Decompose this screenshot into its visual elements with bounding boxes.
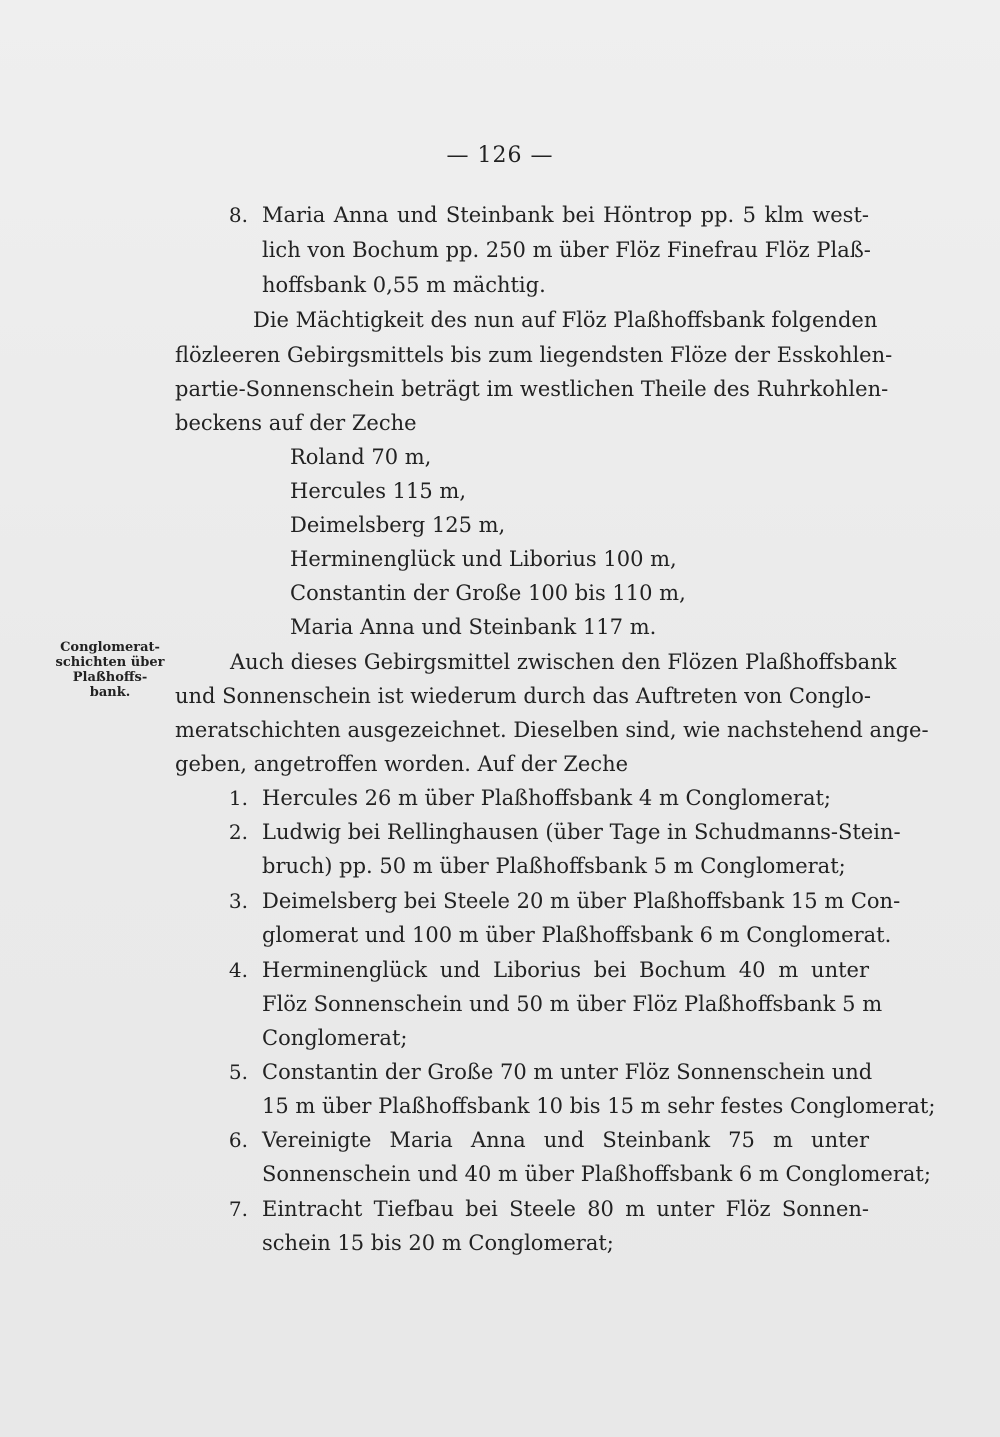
list-item-number: 5. [228, 1060, 248, 1084]
list-item-line: schein 15 bis 20 m Conglomerat; [262, 1231, 614, 1255]
list-item-line: glomerat und 100 m über Plaßhoffsbank 6 m Conglomerat. [262, 923, 892, 947]
list-item-line: Conglomerat; [262, 1026, 408, 1050]
paragraph-2-line-1: Auch dieses Gebirgsmittel zwischen den Flözen Plaßhoffsbank [230, 650, 897, 674]
paragraph-1-line-3: partie-Sonnenschein beträgt im westlichen Theile des Ruhrkohlen- [175, 377, 889, 401]
list-item-line: Constantin der Große 70 m unter Flöz Sonnenschein und [262, 1060, 873, 1084]
list-item-line: Vereinigte Maria Anna und Steinbank 75 m unter [262, 1128, 869, 1152]
list-item-line: 15 m über Plaßhoffsbank 10 bis 15 m sehr festes Conglomerat; [262, 1094, 936, 1118]
zeche-line: Constantin der Große 100 bis 110 m, [290, 581, 686, 605]
list-item-number: 6. [228, 1128, 248, 1152]
list-item-line: Ludwig bei Rellinghausen (über Tage in Schudmanns-Stein- [262, 820, 901, 844]
paragraph-2-line-3: meratschichten ausgezeichnet. Dieselben sind, wie nachstehend ange- [175, 718, 929, 742]
list-item-number: 4. [228, 958, 248, 982]
list-item-number: 7. [228, 1197, 248, 1221]
margin-note-line: Conglomerat- [60, 640, 160, 655]
margin-note-line: schichten über [55, 655, 165, 670]
list-item-line: bruch) pp. 50 m über Plaßhoffsbank 5 m Conglomerat; [262, 854, 846, 878]
list-item-number: 1. [228, 786, 248, 810]
list-item-line: Hercules 26 m über Plaßhoffsbank 4 m Conglomerat; [262, 786, 831, 810]
item-8-line-2: lich von Bochum pp. 250 m über Flöz Finefrau Flöz Plaß- [262, 238, 871, 262]
list-item-number: 2. [228, 820, 248, 844]
paragraph-1-line-1: Die Mächtigkeit des nun auf Flöz Plaßhoffsbank folgenden [253, 308, 878, 332]
zeche-line: Roland 70 m, [290, 445, 432, 469]
zeche-line: Deimelsberg 125 m, [290, 513, 506, 537]
item-8-number: 8. [228, 203, 248, 227]
paragraph-1-line-4: beckens auf der Zeche [175, 411, 417, 435]
list-item-line: Deimelsberg bei Steele 20 m über Plaßhoffsbank 15 m Con- [262, 889, 901, 913]
margin-note-line: bank. [89, 685, 131, 700]
zeche-line: Herminenglück und Liborius 100 m, [290, 547, 677, 571]
page-number: — 126 — [446, 143, 554, 168]
paragraph-2-line-4: geben, angetroffen worden. Auf der Zeche [175, 752, 629, 776]
list-item-line: Eintracht Tiefbau bei Steele 80 m unter Flöz Sonnen- [262, 1197, 869, 1221]
item-8-line-1: Maria Anna und Steinbank bei Höntrop pp. 5 klm west- [262, 203, 869, 227]
zeche-line: Hercules 115 m, [290, 479, 467, 503]
list-item-line: Herminenglück und Liborius bei Bochum 40 m unter [262, 958, 869, 982]
margin-note-line: Plaßhoffs- [72, 670, 148, 685]
zeche-line: Maria Anna und Steinbank 117 m. [290, 615, 657, 639]
list-item-line: Flöz Sonnenschein und 50 m über Flöz Plaßhoffsbank 5 m [262, 992, 883, 1016]
list-item-line: Sonnenschein und 40 m über Plaßhoffsbank 6 m Conglomerat; [262, 1162, 931, 1186]
paragraph-1-line-2: flözleeren Gebirgsmittels bis zum liegendsten Flöze der Esskohlen- [175, 343, 893, 367]
item-8-line-3: hoffsbank 0,55 m mächtig. [262, 273, 546, 297]
paragraph-2-line-2: und Sonnenschein ist wiederum durch das Auftreten von Conglo- [175, 684, 872, 708]
list-item-number: 3. [228, 889, 248, 913]
